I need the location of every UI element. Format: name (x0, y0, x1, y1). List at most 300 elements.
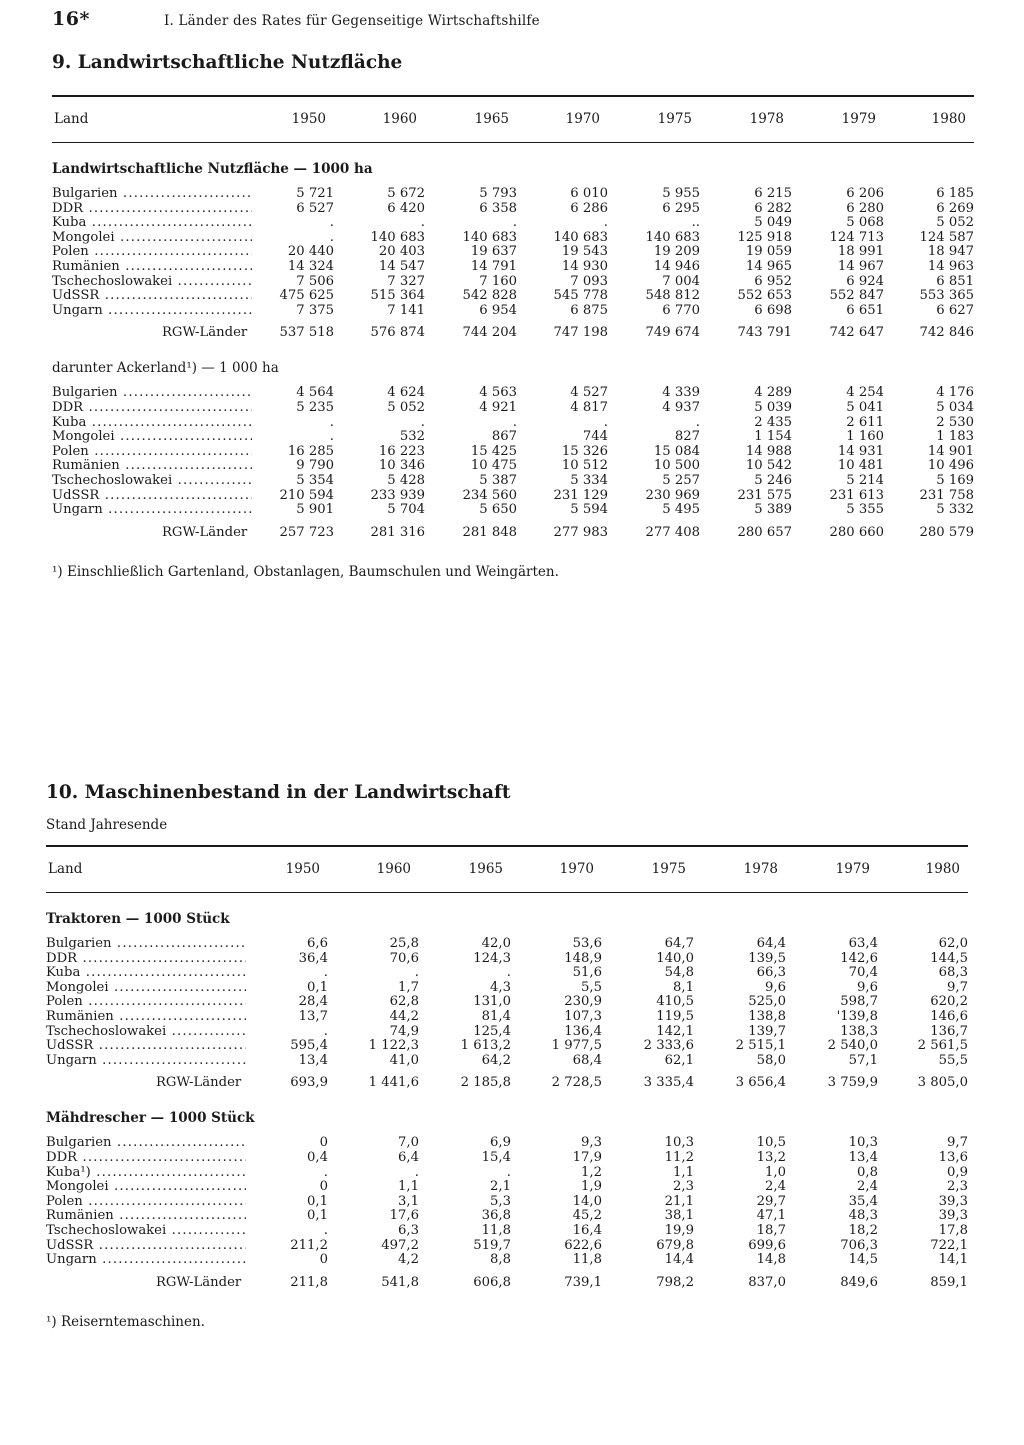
table-row (52, 503, 974, 518)
table-cell: 5 334 (570, 472, 608, 488)
table-cell: 739,1 (564, 1274, 602, 1290)
table-cell: 5 169 (936, 472, 974, 488)
table-cell: 2 333,6 (643, 1038, 694, 1054)
column-header-year: 1960 (382, 111, 417, 127)
table-cell: 410,5 (656, 994, 694, 1010)
country-name: Polen ..... (46, 1195, 246, 1210)
country-name: Rumänien ..... (52, 260, 252, 275)
table-cell: 38,1 (664, 1208, 694, 1224)
country-name: Bulgarien ..... (46, 937, 246, 952)
table-cell: 552 653 (737, 288, 792, 304)
table-row (52, 275, 974, 290)
table-cell: 63,4 (848, 936, 878, 951)
table-cell: 277 983 (553, 524, 608, 540)
table-cell: 62,0 (938, 936, 968, 951)
table-cell: . (512, 215, 517, 231)
table-cell: . (329, 414, 334, 430)
table-cell: 2,4 (857, 1179, 878, 1195)
table-cell: 5 650 (479, 502, 517, 518)
table-row (52, 231, 974, 246)
table-cell: 699,6 (748, 1237, 786, 1253)
table-cell: 16 223 (378, 443, 425, 459)
table-cell: 139,5 (748, 950, 786, 966)
table-cell: 7 327 (387, 273, 425, 289)
table-row (46, 1253, 968, 1268)
table-cell: 541,8 (381, 1274, 419, 1290)
table-cell: 14,0 (572, 1193, 602, 1209)
table-cell: '139,8 (836, 1008, 878, 1024)
table-cell: 1 977,5 (551, 1038, 602, 1054)
table-cell: 39,3 (938, 1208, 968, 1224)
table-cell: 744 204 (462, 325, 517, 341)
table-cell: 6 269 (936, 200, 974, 216)
table-cell: 576 874 (370, 325, 425, 341)
table-cell: 81,4 (481, 1008, 511, 1024)
table-cell: 6 295 (662, 200, 700, 216)
table-row (52, 430, 974, 445)
country-name: Mongolei ..... (52, 430, 252, 445)
table-cell: 140 683 (645, 229, 700, 245)
table-cell: 16 285 (287, 443, 334, 459)
table-cell: 58,0 (756, 1052, 786, 1068)
table-cell: . (323, 965, 328, 981)
table-cell: 4 289 (754, 385, 792, 401)
table-cell: 0 (319, 1179, 328, 1195)
table-cell: 5 389 (754, 502, 792, 518)
column-header-year: 1978 (749, 111, 784, 127)
table-cell: 7 141 (387, 302, 425, 318)
group-title: Mähdrescher — 1000 Stück (46, 1110, 255, 1127)
table-cell: 13,4 (298, 1052, 328, 1068)
table-cell: 142,1 (656, 1023, 694, 1039)
table-cell: 9,6 (857, 979, 878, 995)
table-cell: .. (691, 215, 700, 231)
table-cell: 53,6 (572, 936, 602, 951)
table-cell: 17,9 (572, 1149, 602, 1165)
table-cell: 622,6 (564, 1237, 602, 1253)
table-cell: 606,8 (473, 1274, 511, 1290)
table-cell: 13,6 (938, 1149, 968, 1165)
table-cell: 47,1 (756, 1208, 786, 1224)
country-name: Kuba ..... (52, 216, 252, 231)
table-cell: 14 963 (927, 258, 974, 274)
table-cell: 552 847 (829, 288, 884, 304)
country-name: DDR ..... (46, 1151, 246, 1166)
table-cell: 6 875 (570, 302, 608, 318)
table-cell: 2,3 (673, 1179, 694, 1195)
table-cell: 124 713 (829, 229, 884, 245)
table-cell: 5 034 (936, 399, 974, 415)
table-row (46, 1054, 968, 1069)
table-cell: 19,9 (664, 1222, 694, 1238)
table-cell: 64,7 (664, 936, 694, 951)
table-row (52, 386, 974, 401)
table-cell: 125,4 (473, 1023, 511, 1039)
table-cell: 281 316 (370, 524, 425, 540)
table-cell: 6 286 (570, 200, 608, 216)
table-cell: 5 257 (662, 472, 700, 488)
group-title: darunter Ackerland¹) — 1 000 ha (52, 360, 279, 377)
table-cell: 45,2 (572, 1208, 602, 1224)
table-cell: . (329, 215, 334, 231)
table-cell: 15 326 (561, 443, 608, 459)
table-cell: 136,7 (930, 1023, 968, 1039)
table-cell: 4 937 (662, 399, 700, 415)
table-cell: 6 358 (479, 200, 517, 216)
table-cell: 7 093 (570, 273, 608, 289)
table-cell: . (603, 215, 608, 231)
table-cell: 6,9 (490, 1135, 511, 1151)
column-header-year: 1980 (931, 111, 966, 127)
table-row (46, 995, 968, 1010)
table-cell: 14 946 (653, 258, 700, 274)
total-label: RGW-Länder (156, 1275, 242, 1290)
table-cell: 10 500 (653, 458, 700, 474)
table-cell: 5 495 (662, 502, 700, 518)
table-cell: 7 506 (296, 273, 334, 289)
table-cell: . (512, 414, 517, 430)
table-cell: 55,5 (938, 1052, 968, 1068)
table-cell: 3 805,0 (917, 1075, 968, 1091)
column-header-year: 1979 (841, 111, 876, 127)
table-cell: 827 (674, 429, 700, 445)
country-name: Mongolei ..... (46, 981, 246, 996)
table-cell: . (695, 414, 700, 430)
table-cell: 18 947 (927, 244, 974, 260)
table-cell: 742 846 (919, 325, 974, 341)
table-cell: 10,3 (848, 1135, 878, 1151)
table-cell: 5,3 (490, 1193, 511, 1209)
table-cell: 144,5 (930, 950, 968, 966)
table-cell: 39,3 (938, 1193, 968, 1209)
table-cell: 5 052 (387, 399, 425, 415)
table-row (52, 289, 974, 304)
country-name: Bulgarien ..... (46, 1136, 246, 1151)
table-cell: 525,0 (748, 994, 786, 1010)
table-cell: 140,0 (656, 950, 694, 966)
table-cell: 51,6 (572, 965, 602, 981)
table-cell: 148,9 (564, 950, 602, 966)
table-row (46, 1180, 968, 1195)
column-header-year: 1979 (835, 861, 870, 877)
table-row (52, 304, 974, 319)
table-cell: 2 185,8 (460, 1075, 511, 1091)
table-cell: 2 561,5 (917, 1038, 968, 1054)
table-cell: 139,7 (748, 1023, 786, 1039)
country-name: Tschechoslowakei ..... (46, 1025, 246, 1040)
table-row (52, 245, 974, 260)
table-cell: 14 967 (837, 258, 884, 274)
table-cell: 14,8 (756, 1252, 786, 1268)
table-cell: . (420, 414, 425, 430)
total-label: RGW-Länder (156, 1076, 242, 1091)
table-cell: 693,9 (290, 1075, 328, 1091)
table-cell: 14 547 (378, 258, 425, 274)
table-cell: 9,7 (947, 1135, 968, 1151)
table-cell: 4 176 (936, 385, 974, 401)
table-row (52, 489, 974, 504)
table-cell: 5 721 (296, 186, 334, 201)
table-cell: 0 (319, 1252, 328, 1268)
table-cell: 10 475 (470, 458, 517, 474)
table-cell: 5 235 (296, 399, 334, 415)
table-cell: 280 579 (919, 524, 974, 540)
country-name: Tschechoslowakei ..... (46, 1224, 246, 1239)
table-cell: 6 280 (846, 200, 884, 216)
country-name: Ungarn ..... (52, 304, 252, 319)
column-header-year: 1980 (925, 861, 960, 877)
table-cell: 6 627 (936, 302, 974, 318)
table-cell: 2 611 (846, 414, 884, 430)
table-cell: 4 817 (570, 399, 608, 415)
country-name: Kuba¹) ..... (46, 1166, 246, 1181)
table-cell: 4 921 (479, 399, 517, 415)
table-cell: . (323, 1023, 328, 1039)
table-cell: 5 955 (662, 186, 700, 201)
country-name: UdSSR ..... (52, 289, 252, 304)
table-cell: 142,6 (840, 950, 878, 966)
table-cell: 8,8 (490, 1252, 511, 1268)
table-cell: 5 355 (846, 502, 884, 518)
total-row (52, 526, 974, 542)
table-row (52, 474, 974, 489)
table-cell: 5 246 (754, 472, 792, 488)
table-cell: 280 657 (737, 524, 792, 540)
column-header-row (52, 95, 974, 143)
table-cell: 138,8 (748, 1008, 786, 1024)
table-cell: 2,1 (490, 1179, 511, 1195)
country-name: Bulgarien ..... (52, 386, 252, 401)
table-cell: 14,5 (848, 1252, 878, 1268)
table-cell: 230,9 (564, 994, 602, 1010)
table-cell: 2 530 (936, 414, 974, 430)
country-name: Kuba ..... (52, 416, 252, 431)
table-cell: 722,1 (930, 1237, 968, 1253)
table-cell: 742 647 (829, 325, 884, 341)
table-row (52, 216, 974, 231)
table-cell: 515 364 (370, 288, 425, 304)
table-cell: . (329, 429, 334, 445)
table-cell: 21,1 (664, 1193, 694, 1209)
table-cell: 1,1 (673, 1164, 694, 1180)
column-header-year: 1965 (474, 111, 509, 127)
table-cell: 0,1 (307, 1193, 328, 1209)
table-cell: 36,8 (481, 1208, 511, 1224)
table-cell: 210 594 (279, 487, 334, 503)
table-cell: 2 540,0 (827, 1038, 878, 1054)
table-cell: 9,7 (947, 979, 968, 995)
column-header-year: 1975 (651, 861, 686, 877)
table-cell: 6 185 (936, 186, 974, 201)
table-cell: 548 812 (645, 288, 700, 304)
table-row (46, 952, 968, 967)
table-cell: 36,4 (298, 950, 328, 966)
table-cell: 6 420 (387, 200, 425, 216)
table-cell: 2,3 (947, 1179, 968, 1195)
country-name: Mongolei ..... (52, 231, 252, 246)
table-row (46, 981, 968, 996)
table-cell: 10 481 (837, 458, 884, 474)
table-cell: 595,4 (290, 1038, 328, 1054)
table-cell: 5 387 (479, 472, 517, 488)
table-cell: 15 084 (653, 443, 700, 459)
group-title: Landwirtschaftliche Nutzfläche — 1000 ha (52, 161, 373, 177)
table-row (46, 966, 968, 981)
table-cell: 849,6 (840, 1274, 878, 1290)
country-name: UdSSR ..... (46, 1239, 246, 1254)
table-cell: 62,1 (664, 1052, 694, 1068)
table-row (52, 401, 974, 416)
table-cell: 9 790 (296, 458, 334, 474)
table-cell: 3,1 (398, 1193, 419, 1209)
table-cell: 4 564 (296, 385, 334, 401)
table-cell: 13,7 (298, 1008, 328, 1024)
table-cell: 5 214 (846, 472, 884, 488)
footnote: ¹) Reiserntemaschinen. (46, 1313, 205, 1330)
table-cell: 14,4 (664, 1252, 694, 1268)
table-cell: 17,8 (938, 1222, 968, 1238)
table-cell: 0,1 (307, 1208, 328, 1224)
table-cell: 3 759,9 (827, 1075, 878, 1091)
table-body (52, 161, 974, 542)
page-number: 16* (52, 8, 90, 30)
table-cell: 1,2 (581, 1164, 602, 1180)
table-cell: 14 930 (561, 258, 608, 274)
table-cell: 57,1 (848, 1052, 878, 1068)
column-header-year: 1960 (376, 861, 411, 877)
table-cell: 119,5 (656, 1008, 694, 1024)
total-row (52, 326, 974, 342)
table-cell: 744 (582, 429, 608, 445)
table-cell: 131,0 (473, 994, 511, 1010)
table-cell: 14 965 (745, 258, 792, 274)
table-cell: 4 624 (387, 385, 425, 401)
table-cell: 234 560 (462, 487, 517, 503)
country-name: DDR ..... (52, 401, 252, 416)
column-header-row (46, 845, 968, 893)
table-cell: 25,8 (389, 936, 419, 951)
table-cell: 62,8 (389, 994, 419, 1010)
table-cell: 15,4 (481, 1149, 511, 1165)
table-cell: 19 543 (561, 244, 608, 260)
table-row (52, 459, 974, 474)
table-cell: 6 851 (936, 273, 974, 289)
table-cell: 6 282 (754, 200, 792, 216)
table-cell: 553 365 (919, 288, 974, 304)
table-cell: 6 954 (479, 302, 517, 318)
table-cell: 2 728,5 (551, 1075, 602, 1091)
group-title: Traktoren — 1000 Stück (46, 911, 230, 927)
country-name: Kuba ..... (46, 966, 246, 981)
table-cell: 1 154 (754, 429, 792, 445)
table-cell: 10 512 (561, 458, 608, 474)
table-cell: 231 575 (737, 487, 792, 503)
table-cell: 6 215 (754, 186, 792, 201)
table-cell: 6 698 (754, 302, 792, 318)
table-cell: . (323, 1164, 328, 1180)
table-cell: 5 594 (570, 502, 608, 518)
total-label: RGW-Länder (162, 326, 248, 341)
table-row (46, 1151, 968, 1166)
table-cell: 1 441,6 (368, 1075, 419, 1091)
table-cell: 10 346 (378, 458, 425, 474)
table-cell: 2 515,1 (735, 1038, 786, 1054)
table-cell: 3 656,4 (735, 1075, 786, 1091)
table-cell: 124 587 (919, 229, 974, 245)
table-cell: 7 160 (479, 273, 517, 289)
country-name: Rumänien ..... (46, 1209, 246, 1224)
table-cell: 1,0 (765, 1164, 786, 1180)
table-cell: 20 403 (378, 244, 425, 260)
table-cell: 233 939 (370, 487, 425, 503)
table-cell: 257 723 (279, 524, 334, 540)
group-rows (52, 386, 974, 541)
footnote: ¹) Einschließlich Gartenland, Obstanlagen, Baumschulen und Weingärten. (52, 563, 559, 580)
country-name: Tschechoslowakei ..... (52, 275, 252, 290)
table-cell: 532 (399, 429, 425, 445)
table-cell: 5 793 (479, 186, 517, 201)
table-cell: 280 660 (829, 524, 884, 540)
country-name: Bulgarien ..... (52, 187, 252, 202)
table-cell: 1,1 (398, 1179, 419, 1195)
table-cell: 542 828 (462, 288, 517, 304)
table-cell: 18,7 (756, 1222, 786, 1238)
table-cell: 18 991 (837, 244, 884, 260)
table-cell: 211,8 (290, 1274, 328, 1290)
table-cell: 9,3 (581, 1135, 602, 1151)
table-body (46, 911, 968, 1292)
table-cell: 10,5 (756, 1135, 786, 1151)
table-cell: 14 791 (470, 258, 517, 274)
running-title: I. Länder des Rates für Gegenseitige Wirtschaftshilfe (164, 13, 540, 29)
table-cell: 146,6 (930, 1008, 968, 1024)
table-row (52, 416, 974, 431)
table-cell: 5 354 (296, 472, 334, 488)
table-cell: 837,0 (748, 1274, 786, 1290)
table-row (52, 202, 974, 217)
table-cell: 5 052 (936, 215, 974, 231)
table-cell: 620,2 (930, 994, 968, 1010)
total-row (46, 1276, 968, 1292)
table-cell: 18,2 (848, 1222, 878, 1238)
table-cell: 0,4 (307, 1149, 328, 1165)
table-cell: 4 563 (479, 385, 517, 401)
table-row (46, 937, 968, 952)
table-cell: 10 542 (745, 458, 792, 474)
table-cell: 231 758 (919, 487, 974, 503)
table-cell: 29,7 (756, 1193, 786, 1209)
table-cell: 6 206 (846, 186, 884, 201)
country-name: UdSSR ..... (52, 489, 252, 504)
country-name: Ungarn ..... (46, 1054, 246, 1069)
table-cell: 747 198 (553, 325, 608, 341)
table-cell: 17,6 (389, 1208, 419, 1224)
table-cell: 277 408 (645, 524, 700, 540)
table-cell: 6,6 (307, 936, 328, 951)
table-cell: 124,3 (473, 950, 511, 966)
table-cell: 20 440 (287, 244, 334, 260)
table-cell: 231 129 (553, 487, 608, 503)
table-cell: 6 770 (662, 302, 700, 318)
table-title: 9. Landwirtschaftliche Nutzfläche (52, 52, 403, 73)
table-cell: 798,2 (656, 1274, 694, 1290)
table-10-section (46, 782, 968, 1330)
table-row (46, 1224, 968, 1239)
table-cell: 231 613 (829, 487, 884, 503)
table-cell: . (506, 965, 511, 981)
table-cell: 519,7 (473, 1237, 511, 1253)
table-cell: 19 209 (653, 244, 700, 260)
